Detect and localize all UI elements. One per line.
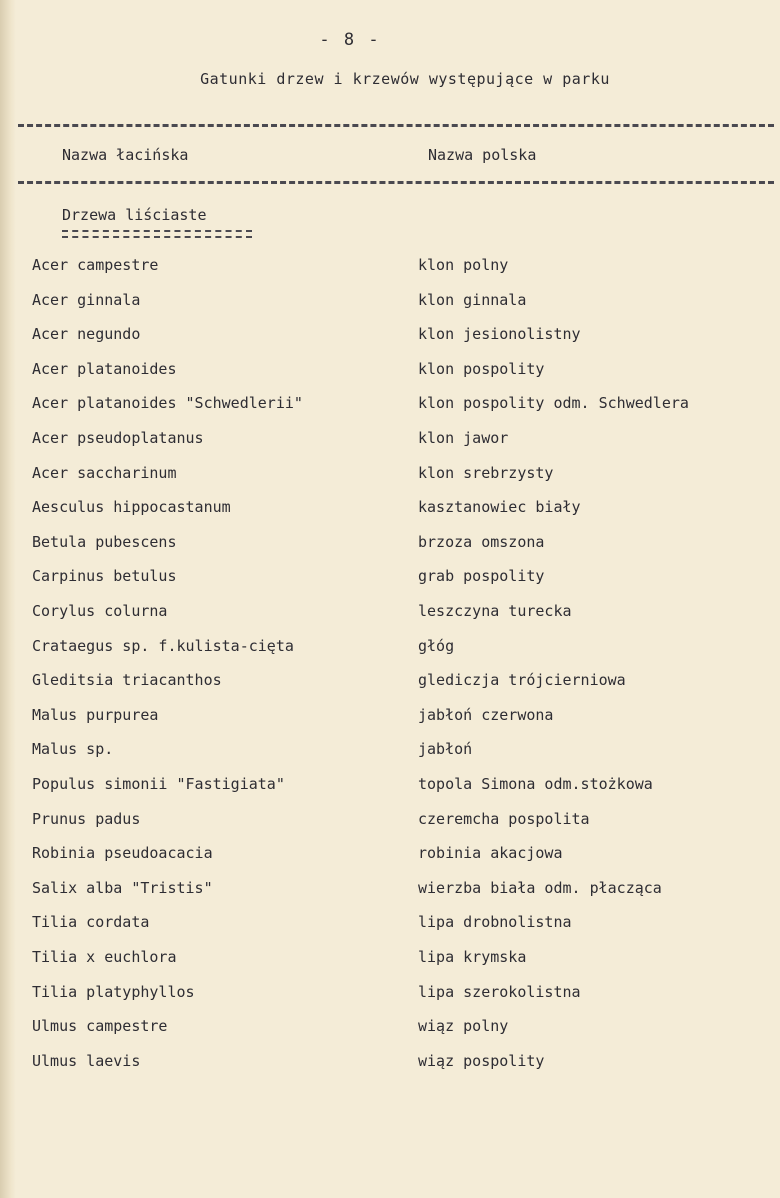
table-row [0, 498, 780, 522]
polish-name: jabłoń [418, 740, 473, 758]
latin-name: Tilia platyphyllos [32, 983, 195, 1001]
latin-name: Acer pseudoplatanus [32, 429, 204, 447]
table-row [0, 464, 780, 488]
table-row [0, 533, 780, 557]
section-underline [62, 230, 252, 238]
table-row [0, 844, 780, 868]
polish-name: klon jesionolistny [418, 325, 581, 343]
latin-name: Aesculus hippocastanum [32, 498, 231, 516]
polish-name: klon pospolity odm. Schwedlera [418, 394, 689, 412]
polish-name: wiąz pospolity [418, 1052, 545, 1070]
polish-name: glediczja trójcierniowa [418, 671, 626, 689]
polish-name: czeremcha pospolita [418, 810, 590, 828]
table-row [0, 1017, 780, 1041]
table-row [0, 775, 780, 799]
table-row [0, 983, 780, 1007]
latin-name: Salix alba "Tristis" [32, 879, 213, 897]
latin-name: Acer campestre [32, 256, 159, 274]
table-row [0, 256, 780, 280]
polish-name: klon jawor [418, 429, 509, 447]
section-heading: Drzewa liściaste [62, 206, 207, 224]
table-row [0, 740, 780, 764]
latin-name: Tilia x euchlora [32, 948, 177, 966]
table-row [0, 394, 780, 418]
polish-name: robinia akacjowa [418, 844, 563, 862]
latin-name: Malus sp. [32, 740, 114, 758]
latin-name: Acer platanoides "Schwedlerii" [32, 394, 303, 412]
latin-name: Gleditsia triacanthos [32, 671, 222, 689]
latin-name: Corylus colurna [32, 602, 168, 620]
column-header-latin: Nazwa łacińska [62, 146, 189, 164]
table-header-rule [18, 181, 774, 184]
table-row [0, 360, 780, 384]
latin-name: Malus purpurea [32, 706, 159, 724]
table-row [0, 948, 780, 972]
table-row [0, 567, 780, 591]
table-row [0, 913, 780, 937]
column-header-polish: Nazwa polska [428, 146, 537, 164]
polish-name: lipa szerokolistna [418, 983, 581, 1001]
polish-name: lipa drobnolistna [418, 913, 572, 931]
table-row [0, 602, 780, 626]
latin-name: Prunus padus [32, 810, 141, 828]
polish-name: brzoza omszona [418, 533, 545, 551]
polish-name: topola Simona odm.stożkowa [418, 775, 653, 793]
polish-name: klon polny [418, 256, 509, 274]
polish-name: klon srebrzysty [418, 464, 554, 482]
table-top-rule [18, 124, 774, 127]
polish-name: lipa krymska [418, 948, 527, 966]
polish-name: klon ginnala [418, 291, 527, 309]
polish-name: wiąz polny [418, 1017, 509, 1035]
polish-name: głóg [418, 637, 455, 655]
table-row [0, 706, 780, 730]
page-number: - 8 - [319, 30, 381, 50]
latin-name: Ulmus campestre [32, 1017, 168, 1035]
table-row [0, 879, 780, 903]
polish-name: klon pospolity [418, 360, 545, 378]
polish-name: jabłoń czerwona [418, 706, 554, 724]
table-row [0, 810, 780, 834]
latin-name: Acer saccharinum [32, 464, 177, 482]
polish-name: wierzba biała odm. płacząca [418, 879, 662, 897]
latin-name: Ulmus laevis [32, 1052, 141, 1070]
polish-name: leszczyna turecka [418, 602, 572, 620]
page-title: Gatunki drzew i krzewów występujące w parku [200, 70, 610, 88]
table-row [0, 671, 780, 695]
table-row [0, 325, 780, 349]
latin-name: Acer ginnala [32, 291, 141, 309]
table-row [0, 291, 780, 315]
latin-name: Carpinus betulus [32, 567, 177, 585]
latin-name: Robinia pseudoacacia [32, 844, 213, 862]
latin-name: Tilia cordata [32, 913, 150, 931]
latin-name: Populus simonii "Fastigiata" [32, 775, 285, 793]
polish-name: grab pospolity [418, 567, 545, 585]
latin-name: Crataegus sp. f.kulista-cięta [32, 637, 294, 655]
polish-name: kasztanowiec biały [418, 498, 581, 516]
table-row [0, 637, 780, 661]
latin-name: Betula pubescens [32, 533, 177, 551]
table-row [0, 429, 780, 453]
latin-name: Acer platanoides [32, 360, 177, 378]
latin-name: Acer negundo [32, 325, 141, 343]
table-row [0, 1052, 780, 1076]
